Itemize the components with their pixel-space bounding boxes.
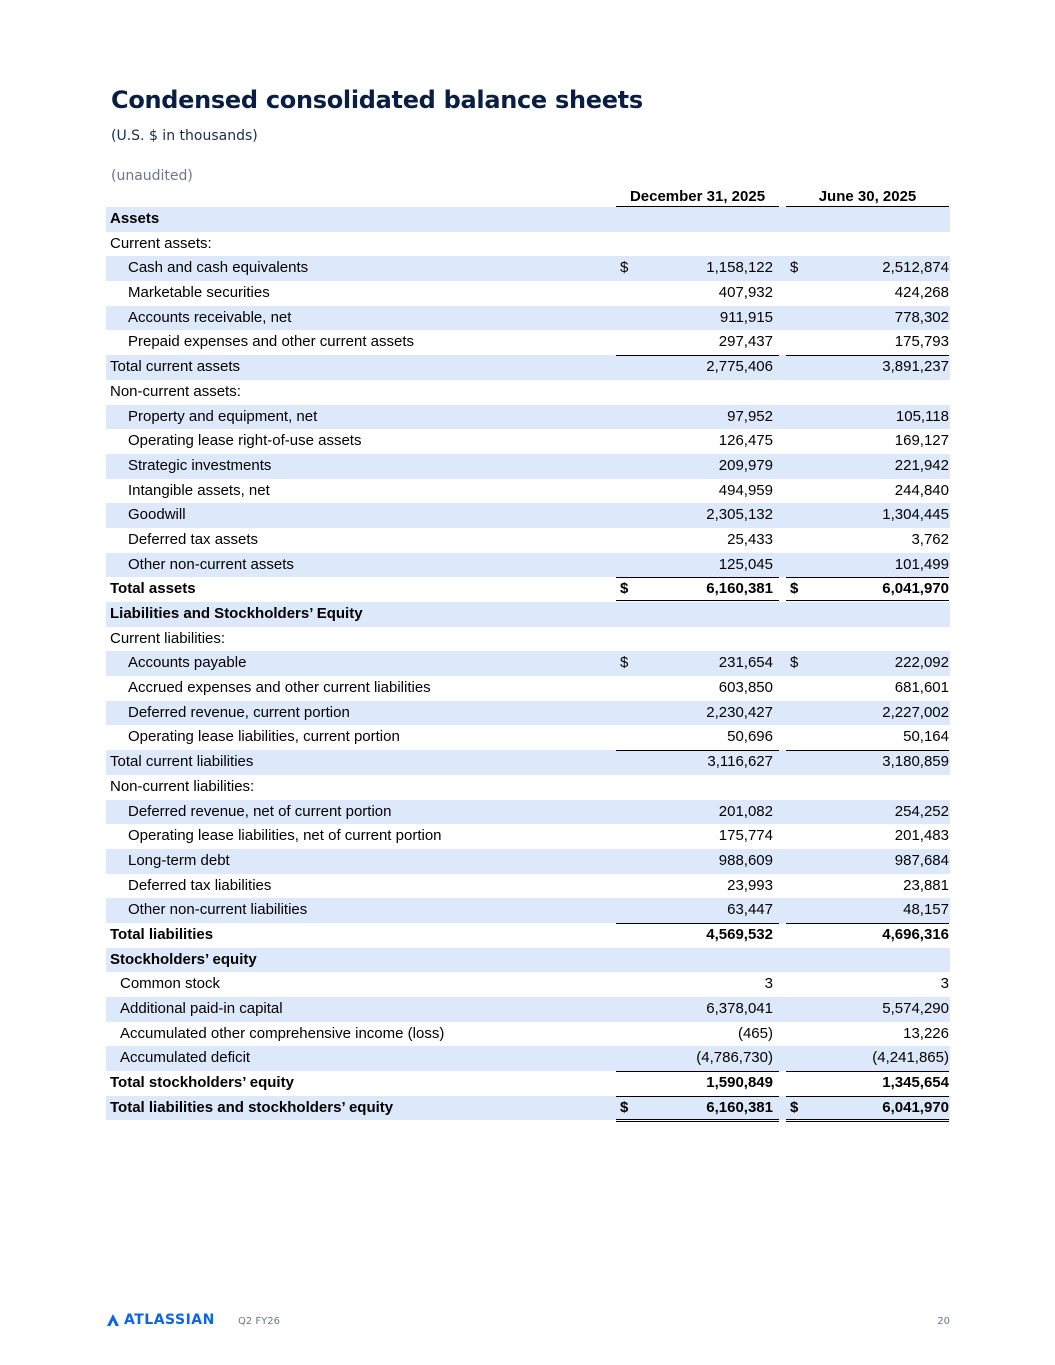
table-row <box>106 800 950 825</box>
table-row <box>106 676 950 701</box>
row-label: Operating lease liabilities, net of current portion <box>128 827 442 845</box>
cell-value: 25,433 <box>727 530 773 548</box>
currency-symbol: $ <box>790 654 799 672</box>
column-header-row <box>106 183 950 207</box>
currency-symbol: $ <box>620 654 629 672</box>
cell-value: 3 <box>764 975 773 993</box>
value-cell-dec-2025 <box>616 800 779 823</box>
table-row <box>106 898 950 923</box>
cell-value: 3,762 <box>911 530 949 548</box>
row-label: Current liabilities: <box>110 629 226 647</box>
cell-value: 987,684 <box>894 851 949 869</box>
table-row <box>106 281 950 306</box>
row-label: Operating lease right-of-use assets <box>128 432 362 450</box>
cell-value: 4,569,532 <box>706 925 773 943</box>
cell-value: 2,512,874 <box>882 259 949 277</box>
value-cell-jun-2025 <box>786 553 949 576</box>
value-cell-dec-2025 <box>616 849 779 872</box>
value-cell-jun-2025 <box>786 972 949 995</box>
value-cell-dec-2025 <box>616 429 779 452</box>
row-label: Total current assets <box>110 358 241 376</box>
row-label: Liabilities and Stockholders’ Equity <box>110 605 363 622</box>
row-label: Strategic investments <box>128 456 272 474</box>
currency-symbol: $ <box>790 1098 799 1116</box>
row-label: Intangible assets, net <box>128 481 270 499</box>
row-label: Marketable securities <box>128 284 270 302</box>
cell-value: 3,891,237 <box>882 358 949 376</box>
row-label: Total liabilities <box>110 925 214 943</box>
table-row <box>106 701 950 726</box>
table-row <box>106 602 950 627</box>
cell-value: 125,045 <box>718 555 773 573</box>
value-cell-jun-2025 <box>786 454 949 477</box>
row-label: Deferred tax liabilities <box>128 876 272 894</box>
value-cell-jun-2025 <box>786 306 949 329</box>
table-row <box>106 997 950 1022</box>
row-label: Goodwill <box>128 506 186 524</box>
value-cell-dec-2025 <box>616 454 779 477</box>
value-cell-jun-2025 <box>786 1022 949 1045</box>
value-cell-dec-2025 <box>616 330 779 353</box>
row-label: Non-current assets: <box>110 382 241 400</box>
currency-symbol: $ <box>790 580 799 598</box>
table-row <box>106 651 950 676</box>
table-row <box>106 1096 950 1121</box>
row-label: Accumulated other comprehensive income (loss) <box>120 1024 445 1042</box>
value-cell-dec-2025 <box>616 923 779 946</box>
row-label: Stockholders’ equity <box>110 950 257 968</box>
table-row <box>106 553 950 578</box>
cell-value: 5,574,290 <box>882 1000 949 1017</box>
units-subtitle: (U.S. $ in thousands) <box>111 128 258 144</box>
table-row <box>106 1046 950 1071</box>
table-row <box>106 627 950 652</box>
value-cell-jun-2025 <box>786 1046 949 1069</box>
column-header-dec-2025: December 31, 2025 <box>616 187 779 207</box>
value-cell-jun-2025 <box>786 725 949 748</box>
value-cell-jun-2025 <box>786 898 949 921</box>
table-row <box>106 405 950 430</box>
cell-value: 23,881 <box>903 876 949 894</box>
atlassian-logo <box>107 1312 215 1328</box>
value-cell-jun-2025 <box>786 997 949 1020</box>
value-cell-dec-2025 <box>616 503 779 526</box>
cell-value: 4,696,316 <box>882 925 949 943</box>
cell-value: 297,437 <box>718 333 773 351</box>
value-cell-dec-2025 <box>616 750 779 773</box>
value-cell-dec-2025 <box>616 898 779 921</box>
table-row <box>106 232 950 257</box>
row-label: Accounts payable <box>128 654 247 672</box>
cell-value: 1,158,122 <box>706 259 773 277</box>
footer-period: Q2 FY26 <box>238 1316 280 1327</box>
value-cell-dec-2025 <box>616 306 779 329</box>
cell-value: 2,227,002 <box>882 703 949 721</box>
cell-value: (4,241,865) <box>872 1049 949 1067</box>
value-cell-jun-2025 <box>786 923 949 946</box>
value-cell-dec-2025 <box>616 676 779 699</box>
value-cell-jun-2025 <box>786 874 949 897</box>
table-row <box>106 479 950 504</box>
table-row <box>106 355 950 380</box>
cell-value: 2,305,132 <box>706 506 773 524</box>
value-cell-jun-2025 <box>786 1071 949 1094</box>
cell-value: (4,786,730) <box>696 1049 773 1067</box>
table-row <box>106 750 950 775</box>
value-cell-dec-2025 <box>616 972 779 995</box>
cell-value: 175,793 <box>894 333 949 351</box>
row-label: Assets <box>110 210 160 227</box>
value-cell-jun-2025 <box>786 849 949 872</box>
brand-name: ATLASSIAN <box>124 1312 215 1328</box>
row-label: Accumulated deficit <box>120 1049 251 1067</box>
row-label: Common stock <box>120 975 221 993</box>
cell-value: 2,775,406 <box>706 358 773 376</box>
value-cell-jun-2025 <box>786 479 949 502</box>
value-cell-jun-2025 <box>786 800 949 823</box>
currency-symbol: $ <box>620 580 629 598</box>
table-row <box>106 972 950 997</box>
value-cell-jun-2025 <box>786 701 949 724</box>
table-row <box>106 577 950 602</box>
page-number: 20 <box>937 1316 950 1327</box>
value-cell-dec-2025 <box>616 577 779 603</box>
value-cell-jun-2025 <box>786 651 949 674</box>
table-row <box>106 256 950 281</box>
page-title: Condensed consolidated balance sheets <box>111 86 643 114</box>
cell-value: 1,304,445 <box>882 506 949 524</box>
column-header-jun-2025: June 30, 2025 <box>786 187 949 207</box>
table-row <box>106 775 950 800</box>
cell-value: 105,118 <box>895 407 949 425</box>
row-label: Cash and cash equivalents <box>128 259 309 277</box>
value-cell-dec-2025 <box>616 824 779 847</box>
table-body <box>106 207 950 1120</box>
value-cell-jun-2025 <box>786 750 949 773</box>
table-row <box>106 849 950 874</box>
value-cell-dec-2025 <box>616 528 779 551</box>
value-cell-dec-2025 <box>616 405 779 428</box>
table-row <box>106 503 950 528</box>
value-cell-dec-2025 <box>616 725 779 748</box>
unaudited-note: (unaudited) <box>111 168 193 184</box>
cell-value: 48,157 <box>903 901 949 919</box>
row-label: Total current liabilities <box>110 753 254 771</box>
table-row <box>106 1071 950 1096</box>
row-label: Total assets <box>110 580 196 598</box>
cell-value: 222,092 <box>894 654 949 672</box>
row-label: Deferred revenue, current portion <box>128 703 350 721</box>
row-label: Current assets: <box>110 234 212 252</box>
cell-value: 175,774 <box>718 827 773 845</box>
cell-value: 63,447 <box>727 901 773 919</box>
balance-sheet-table <box>106 183 950 1120</box>
value-cell-dec-2025 <box>616 997 779 1020</box>
cell-value: 201,082 <box>718 802 773 820</box>
value-cell-jun-2025 <box>786 503 949 526</box>
cell-value: 1,345,654 <box>882 1074 949 1092</box>
value-cell-dec-2025 <box>616 1046 779 1069</box>
value-cell-jun-2025 <box>786 330 949 353</box>
cell-value: 681,601 <box>894 679 949 697</box>
table-row <box>106 306 950 331</box>
row-label: Deferred revenue, net of current portion <box>128 802 392 820</box>
cell-value: 407,932 <box>718 284 773 302</box>
cell-value: 169,127 <box>894 432 949 450</box>
value-cell-dec-2025 <box>616 874 779 897</box>
cell-value: 3,180,859 <box>882 753 949 771</box>
value-cell-dec-2025 <box>616 651 779 674</box>
table-row <box>106 380 950 405</box>
row-label: Additional paid-in capital <box>120 1000 283 1017</box>
cell-value: 988,609 <box>718 851 773 869</box>
value-cell-jun-2025 <box>786 577 949 603</box>
cell-value: 6,160,381 <box>706 1098 773 1116</box>
table-row <box>106 454 950 479</box>
value-cell-dec-2025 <box>616 1071 779 1094</box>
cell-value: 911,915 <box>719 308 773 326</box>
table-row <box>106 874 950 899</box>
value-cell-jun-2025 <box>786 405 949 428</box>
value-cell-dec-2025 <box>616 553 779 576</box>
value-cell-jun-2025 <box>786 256 949 279</box>
cell-value: 603,850 <box>718 679 773 697</box>
cell-value: 254,252 <box>894 802 949 820</box>
cell-value: 2,230,427 <box>706 703 773 721</box>
cell-value: 50,696 <box>727 728 773 746</box>
row-label: Total stockholders’ equity <box>110 1074 294 1092</box>
currency-symbol: $ <box>790 259 799 277</box>
cell-value: 424,268 <box>894 284 949 302</box>
cell-value: 3,116,627 <box>707 753 773 771</box>
value-cell-jun-2025 <box>786 429 949 452</box>
row-label: Deferred tax assets <box>128 530 259 548</box>
atlassian-mark-icon <box>107 1314 119 1326</box>
value-cell-jun-2025 <box>786 528 949 551</box>
value-cell-dec-2025 <box>616 1022 779 1045</box>
row-label: Accrued expenses and other current liabilities <box>128 679 431 697</box>
table-row <box>106 528 950 553</box>
cell-value: 6,041,970 <box>882 1098 949 1116</box>
table-row <box>106 948 950 973</box>
table-row <box>106 429 950 454</box>
table-row <box>106 923 950 948</box>
cell-value: 494,959 <box>718 481 773 499</box>
cell-value: 209,979 <box>718 456 773 474</box>
cell-value: 244,840 <box>894 481 949 499</box>
row-label: Prepaid expenses and other current assets <box>128 333 415 351</box>
cell-value: 778,302 <box>894 308 949 326</box>
cell-value: 201,483 <box>894 827 949 845</box>
value-cell-dec-2025 <box>616 256 779 279</box>
cell-value: 97,952 <box>727 407 773 425</box>
table-row <box>106 1022 950 1047</box>
row-label: Non-current liabilities: <box>110 777 255 795</box>
currency-symbol: $ <box>620 259 629 277</box>
cell-value: 126,475 <box>718 432 773 450</box>
table-row <box>106 207 950 232</box>
cell-value: 221,942 <box>894 456 949 474</box>
cell-value: 101,499 <box>894 555 949 573</box>
cell-value: 50,164 <box>903 728 949 746</box>
value-cell-jun-2025 <box>786 355 949 378</box>
row-label: Other non-current assets <box>128 555 294 573</box>
cell-value: 3 <box>940 975 949 993</box>
value-cell-dec-2025 <box>616 479 779 502</box>
value-cell-jun-2025 <box>786 824 949 847</box>
row-label: Other non-current liabilities <box>128 901 308 919</box>
currency-symbol: $ <box>620 1098 629 1116</box>
cell-value: 13,226 <box>903 1024 949 1042</box>
value-cell-jun-2025 <box>786 281 949 304</box>
row-label: Long-term debt <box>128 851 230 869</box>
cell-value: (465) <box>737 1024 773 1042</box>
table-row <box>106 330 950 355</box>
value-cell-dec-2025 <box>616 701 779 724</box>
cell-value: 6,378,041 <box>706 1000 773 1017</box>
cell-value: 23,993 <box>727 876 773 894</box>
cell-value: 231,654 <box>718 654 773 672</box>
value-cell-dec-2025 <box>616 355 779 378</box>
value-cell-jun-2025 <box>786 1096 949 1122</box>
cell-value: 6,160,381 <box>706 580 773 598</box>
row-label: Total liabilities and stockholders’ equity <box>110 1098 394 1116</box>
table-row <box>106 725 950 750</box>
table-row <box>106 824 950 849</box>
value-cell-jun-2025 <box>786 676 949 699</box>
value-cell-dec-2025 <box>616 281 779 304</box>
row-label: Property and equipment, net <box>128 407 318 425</box>
cell-value: 6,041,970 <box>882 580 949 598</box>
row-label: Accounts receivable, net <box>128 308 292 326</box>
cell-value: 1,590,849 <box>706 1074 773 1092</box>
row-label: Operating lease liabilities, current portion <box>128 728 400 746</box>
value-cell-dec-2025 <box>616 1096 779 1122</box>
